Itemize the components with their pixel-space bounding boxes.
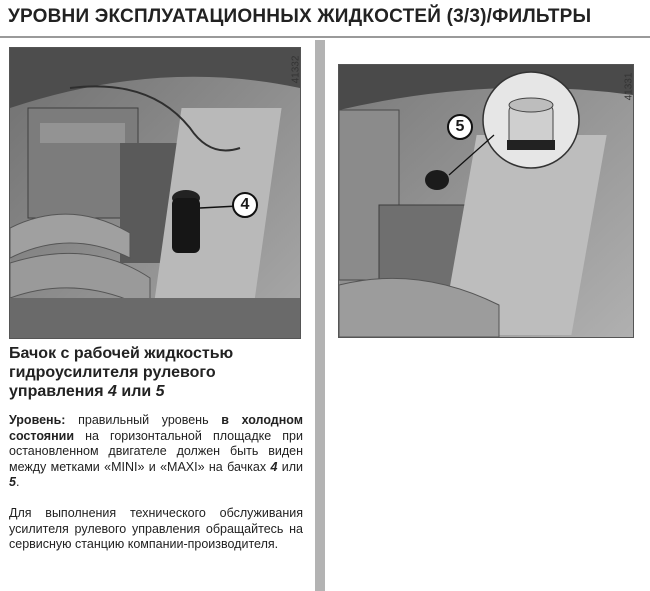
level-text-1: правильный уровень <box>65 413 222 427</box>
heading-or: или <box>116 383 156 400</box>
heading-line-3: управления <box>9 383 108 400</box>
level-label: Уровень: <box>9 413 66 427</box>
page-title: УРОВНИ ЭКСПЛУАТАЦИОННЫХ ЖИДКОСТЕЙ (3/3)/ФИЛЬТРЫ <box>8 6 592 27</box>
heading-ref-4: 4 <box>108 383 117 400</box>
level-ref-4: 4 <box>270 459 278 474</box>
level-text-4: . <box>15 475 20 489</box>
section-heading <box>9 344 309 401</box>
callout-4: 4 <box>232 192 258 218</box>
engine-bay-photo-left <box>9 47 301 339</box>
callout-5: 5 <box>447 114 473 140</box>
level-text-2: на горизонтальной площадке при остановленном двигателе должен быть виден между метками «MINI» и «MAXI» на бачках <box>9 428 303 474</box>
engine-bay-photo-right <box>338 64 634 338</box>
column-divider <box>315 40 325 591</box>
service-paragraph: Для выполнения технического обслуживания усилителя рулевого управления обращайтесь на сервисную станцию компании-производителя. <box>9 506 303 551</box>
level-paragraph <box>9 413 303 491</box>
heading-line-2: гидроусилителя рулевого <box>9 364 216 381</box>
level-text-3: или <box>277 459 303 474</box>
heading-line-1: Бачок с рабочей жидкостью <box>9 345 234 362</box>
figure-number-right: 41331 <box>623 72 635 101</box>
title-divider <box>0 36 650 38</box>
level-bold-cold: в холодном состоянии <box>9 413 303 443</box>
engine-bay-illustration-left <box>10 48 300 338</box>
figure-number-left: 41332 <box>290 55 302 84</box>
engine-bay-illustration-right <box>339 65 633 337</box>
heading-ref-5: 5 <box>155 383 165 400</box>
level-ref-5: 5 <box>9 475 16 489</box>
